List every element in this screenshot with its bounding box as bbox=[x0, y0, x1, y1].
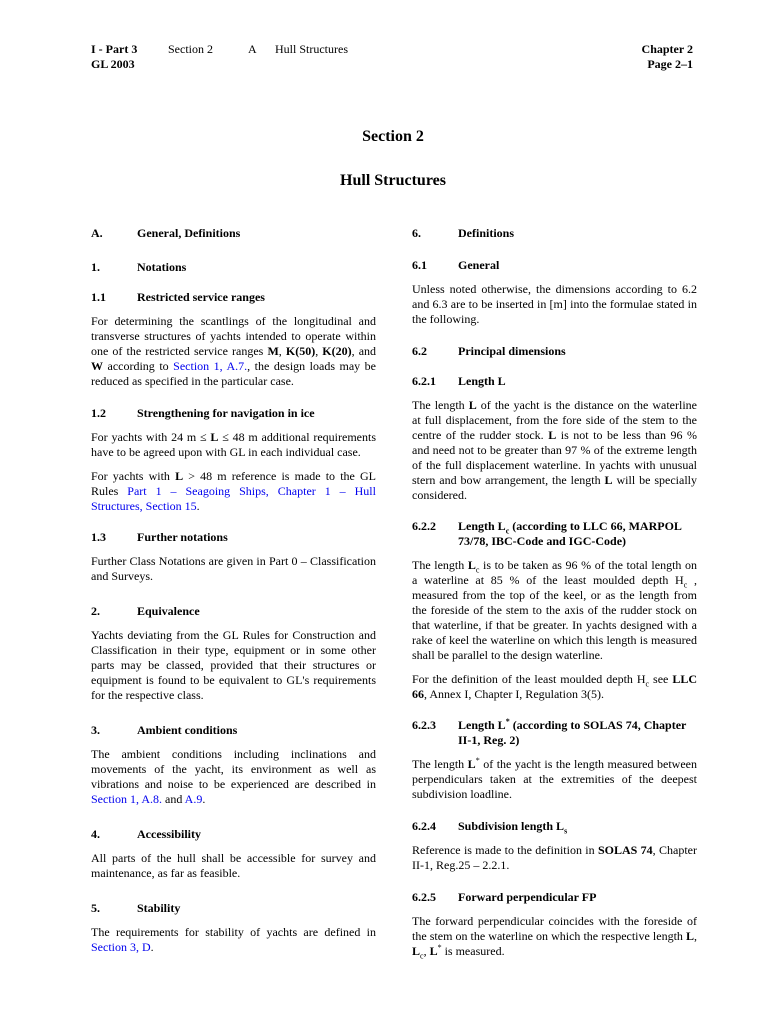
heading-a: A. General, Definitions bbox=[91, 226, 241, 240]
heading-2: 2. Equivalence bbox=[91, 604, 200, 618]
link-section-3-d[interactable]: Section 3, D bbox=[91, 940, 151, 954]
paragraph-5: The requirements for stability of yachts are defined in Section 3, D. bbox=[91, 925, 376, 954]
section-title: Section 2 bbox=[362, 128, 424, 145]
heading-6-2-3: 6.2.3 Length L* (according to SOLAS 74, Chapter II-1, Reg. 2) bbox=[412, 717, 687, 747]
right-column bbox=[412, 226, 697, 959]
left-column bbox=[91, 226, 376, 955]
heading-1: 1. Notations bbox=[91, 260, 187, 274]
heading-1-2: 1.2 Strengthening for navigation in ice bbox=[91, 406, 315, 420]
header-part: I - Part 3 bbox=[91, 42, 138, 56]
paragraph-2: Yachts deviating from the GL Rules for Construction and Classification in their type, equipment or in some other parts may be classed, provided that their structures or equipment is found to be equivalent to GL's requirements for the respective class. bbox=[91, 628, 376, 702]
paragraph-6-2-3: The length L* of the yacht is the length measured between perpendiculars taken at the extremities of the deepest subdivision loadline. bbox=[412, 756, 697, 801]
paragraph-6-2-2-a: The length $L_c$ is to be taken as 96 % of the total length on a waterline at 85 % of the least moulded depth $H_c$ , measured from the top of the keel, or as the length from the foreside of the stem to the axis of the rudder stock on that waterline, if that be greater. In yachts designed with a rake of keel the waterline on which this length is measured shall be parallel to the design waterline. bbox=[412, 558, 698, 662]
heading-1-1: 1.1 Restricted service ranges bbox=[91, 290, 265, 304]
heading-3: 3. Ambient conditions bbox=[91, 723, 238, 737]
link-a9[interactable]: A.9 bbox=[184, 792, 203, 806]
heading-6-2-2: 6.2.2 Length $L_c$ (according to LLC 66, MARPOL 73/78, IBC-Code and IGC-Code) bbox=[412, 519, 682, 548]
heading-1-3: 1.3 Further notations bbox=[91, 530, 228, 544]
paragraph-6-2-4: Reference is made to the definition in SOLAS 74, Chapter II-1, Reg.25 – 2.2.1. bbox=[412, 843, 697, 872]
header-page: Page 2–1 bbox=[647, 57, 693, 71]
heading-6-2-1: 6.2.1 Length L bbox=[412, 374, 506, 388]
header-topic: Hull Structures bbox=[275, 42, 348, 56]
page-header-right bbox=[642, 42, 693, 72]
section-name: Hull Structures bbox=[340, 172, 446, 189]
paragraph-1-2-a: For yachts with 24 m ≤ L ≤ 48 m additional requirements have to be agreed upon with GL in each individual case. bbox=[91, 430, 376, 459]
heading-6-2: 6.2 Principal dimensions bbox=[412, 344, 566, 358]
paragraph-6-2-2-b: For the definition of the least moulded depth $H_c$ see LLC 66, Annex I, Chapter I, Regulation 3(5). bbox=[412, 672, 697, 701]
link-section-1-a8[interactable]: Section 1, A.8. bbox=[91, 792, 162, 806]
paragraph-3: The ambient conditions including inclinations and movements of the yacht, its environment as well as vibrations and noise to be experienced are described in Section 1, A.8. and A.9. bbox=[91, 747, 376, 806]
paragraph-6-2-5: The forward perpendicular coincides with the foreside of the stem on the waterline on which the respective length L, $L_c$, L* is measured. bbox=[412, 914, 697, 961]
paragraph-4: All parts of the hull shall be accessible for survey and maintenance, as far as feasible. bbox=[91, 851, 376, 880]
heading-6-2-4: 6.2.4 Subdivision length $L_s$ bbox=[412, 819, 568, 836]
header-letter: A bbox=[248, 42, 257, 56]
header-section: Section 2 bbox=[168, 42, 213, 56]
page-header-left bbox=[91, 42, 348, 72]
heading-4: 4. Accessibility bbox=[91, 827, 201, 841]
link-part1-section15[interactable]: Part 1 – Seagoing Ships, Chapter 1 – Hull Structures, Section 15 bbox=[91, 484, 376, 513]
heading-5: 5. Stability bbox=[91, 901, 181, 915]
paragraph-6-2-1: The length L of the yacht is the distance on the waterline at full displacement, from the fore side of the stem to the centre of the rudder stock. L is not to be less than 96 % and need not to be greater than 97 % of the extreme length of the full displacement waterline. In yachts with unusual stern and bow arrangement, the length L will be specially considered. bbox=[412, 398, 697, 502]
heading-6-1: 6.1 General bbox=[412, 258, 500, 272]
header-chapter: Chapter 2 bbox=[641, 42, 693, 56]
heading-6: 6. Definitions bbox=[412, 226, 515, 240]
heading-6-2-5: 6.2.5 Forward perpendicular FP bbox=[412, 890, 597, 904]
header-rules: GL 2003 bbox=[91, 57, 135, 71]
paragraph-1-2-b: For yachts with L > 48 m reference is made to the GL Rules Part 1 – Seagoing Ships, Chapter 1 – Hull Structures, Section 15. bbox=[91, 469, 376, 513]
paragraph-1-3: Further Class Notations are given in Part 0 – Classification and Surveys. bbox=[91, 554, 376, 583]
paragraph-6-1: Unless noted otherwise, the dimensions according to 6.2 and 6.3 are to be inserted in [m] into the formulae stated in the following. bbox=[412, 282, 697, 326]
link-section-1-a7[interactable]: Section 1, A.7. bbox=[173, 359, 248, 373]
paragraph-1-1: For determining the scantlings of the longitudinal and transverse structures of yachts intended to operate within one of the restricted service ranges M, K(50), K(20), and W according to Section 1, A.7., the design loads may be reduced as specified in the particular case. bbox=[91, 314, 377, 388]
